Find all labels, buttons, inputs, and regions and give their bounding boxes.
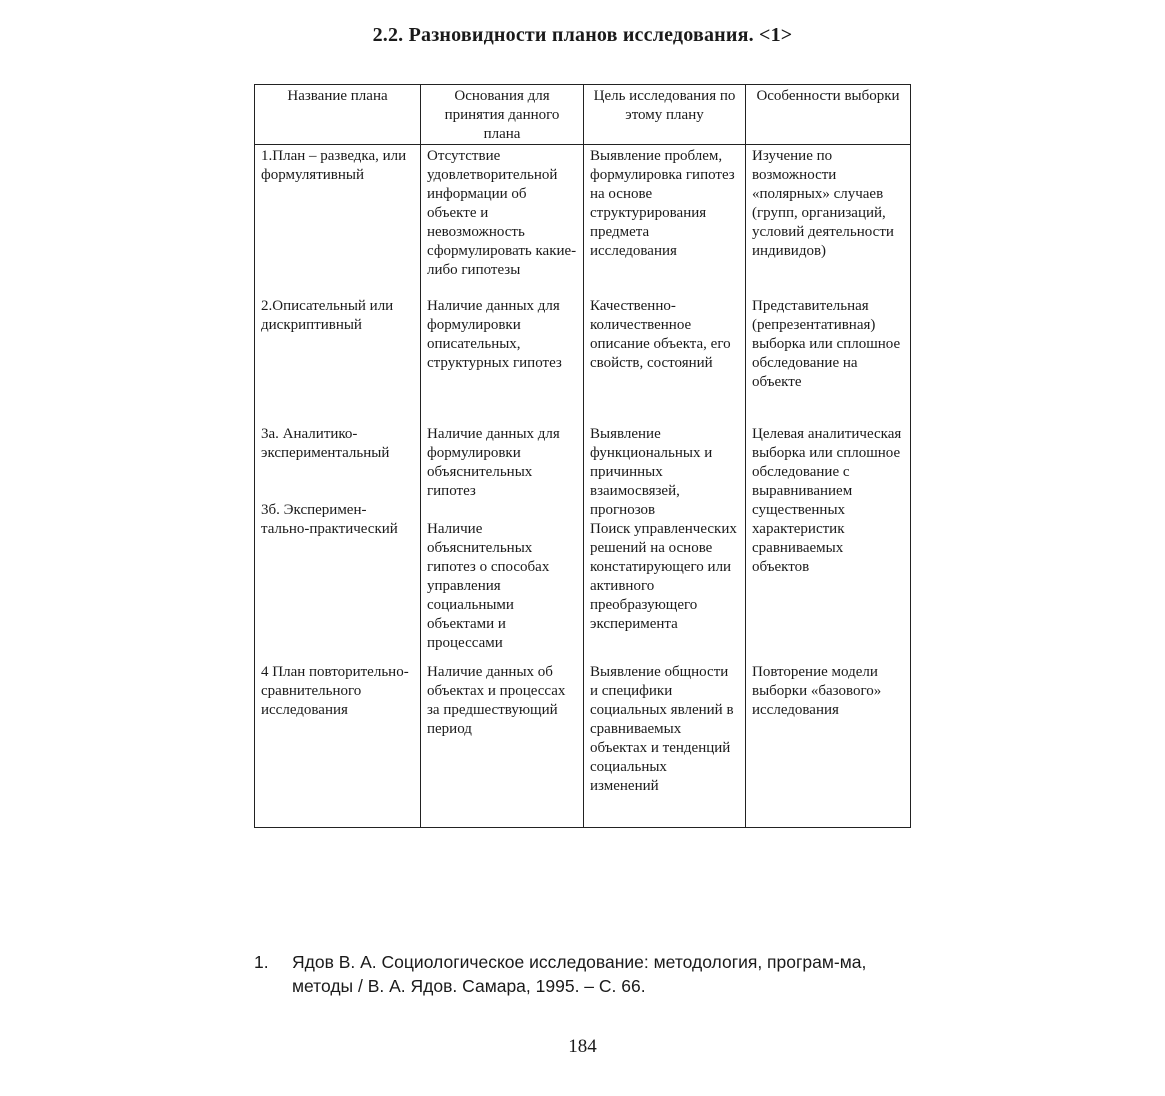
page-title: 2.2. Разновидности планов исследования. <1> [372, 24, 793, 46]
table-row [255, 295, 911, 423]
cell-plan-name-3b: 3б. Эксперимен-тально-практический [261, 502, 398, 537]
header-sample: Особенности выборки [746, 85, 911, 145]
cell-basis: Наличие данных для формулировки описательных, структурных гипотез [421, 295, 584, 423]
cell-goal [584, 423, 746, 661]
cell-plan-name: 4 План повторительно-сравнительного исследования [255, 661, 421, 828]
cell-plan-name: 1.План – разведка, или формулятивный [255, 145, 421, 296]
cell-basis: Отсутствие удовлетворительной информации об объекте и невозможность сформулировать какие-либо гипотезы [421, 145, 584, 296]
table-header-row [255, 85, 911, 145]
cell-goal: Выявление общности и специфики социальных явлений в сравниваемых объектах и тенденций социальных изменений [584, 661, 746, 828]
cell-basis: Наличие данных об объектах и процессах за предшествующий период [421, 661, 584, 828]
cell-basis-3a: Наличие данных для формулировки объяснительных гипотез [427, 426, 560, 499]
cell-goal: Качественно-количественное описание объекта, его свойств, состояний [584, 295, 746, 423]
table-row [255, 145, 911, 296]
cell-plan-name: 2.Описательный или дискриптивный [255, 295, 421, 423]
cell-plan-name-3a: 3а. Аналитико-экспериментальный [261, 426, 390, 461]
cell-sample: Повторение модели выборки «базового» исследования [746, 661, 911, 828]
cell-goal-3b: Поиск управленческих решений на основе констатирующего или активного преобразующего эксперимента [590, 521, 737, 632]
cell-sample: Целевая аналитическая выборка или сплошное обследование с выравниванием существенных характеристик сравниваемых объектов [746, 423, 911, 661]
cell-basis-3b: Наличие объяснительных гипотез о способах управления социальными объектами и процессами [427, 521, 550, 651]
cell-plan-name [255, 423, 421, 661]
cell-sample: Представительная (репрезентативная) выборка или сплошное обследование на объекте [746, 295, 911, 423]
footnote-text: Ядов В. А. Социологическое исследование: методология, програм-ма, методы / В. А. Ядов. Самара, 1995. – С. 66. [292, 952, 867, 996]
table-row [255, 661, 911, 828]
header-goal: Цель исследования по этому плану [584, 85, 746, 145]
cell-basis [421, 423, 584, 661]
header-plan-name: Название плана [255, 85, 421, 145]
cell-goal: Выявление проблем, формулировка гипотез на основе структурирования предмета исследования [584, 145, 746, 296]
header-basis: Основания для принятия данного плана [421, 85, 584, 145]
cell-goal-3a: Выявление функциональных и причинных взаимосвязей, прогнозов [590, 426, 713, 518]
cell-sample: Изучение по возможности «полярных» случаев (групп, организаций, условий деятельности индивидов) [746, 145, 911, 296]
table-row [255, 423, 911, 661]
page-number: 184 [568, 1036, 597, 1057]
footnote [254, 950, 914, 998]
research-plans-table [254, 84, 911, 828]
footnote-number: 1. [254, 952, 269, 972]
